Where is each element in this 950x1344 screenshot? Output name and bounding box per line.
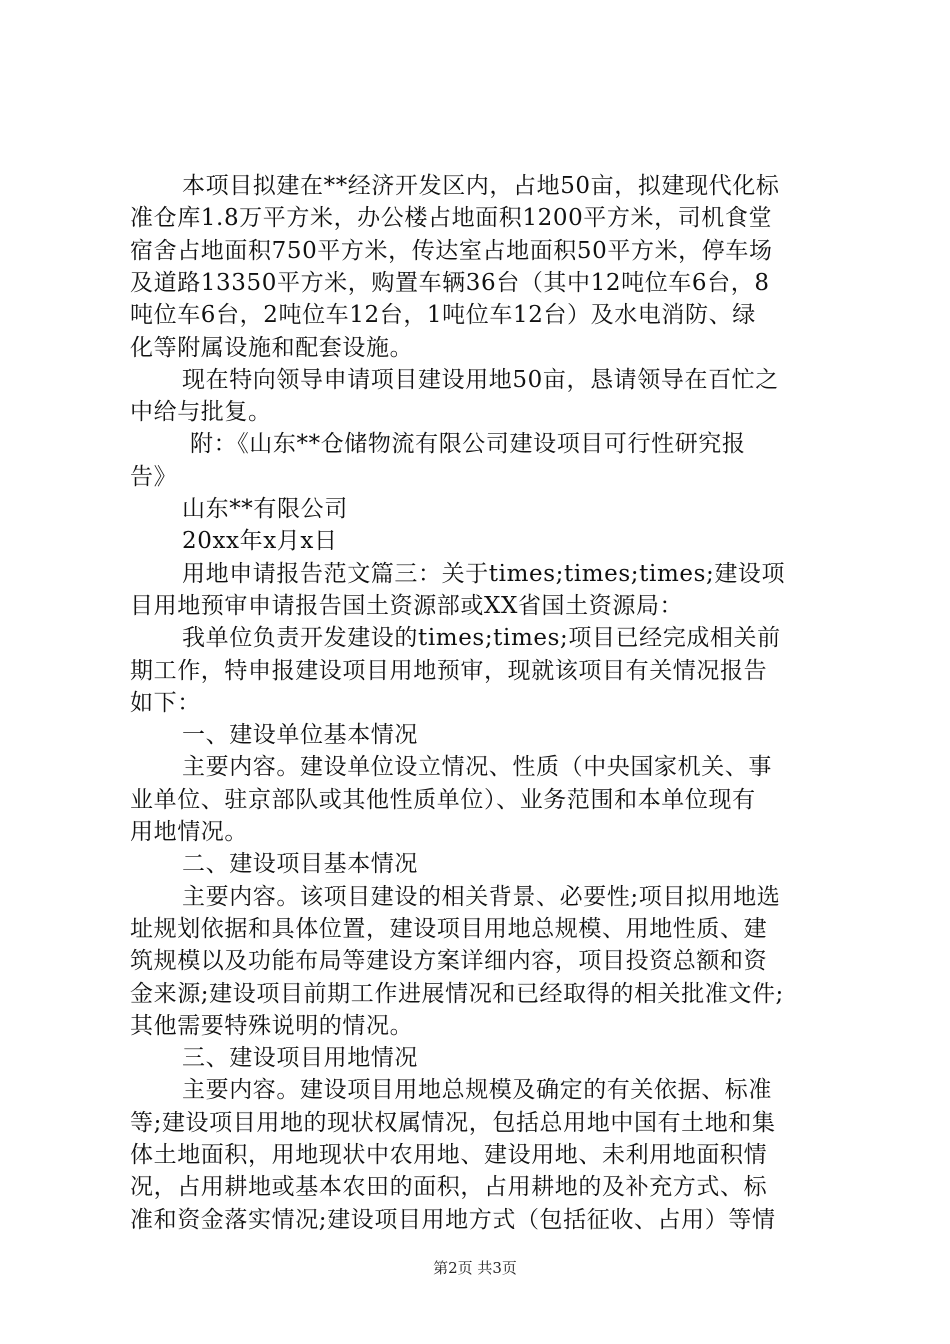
text-line: 金来源;建设项目前期工作进展情况和已经取得的相关批准文件;	[130, 980, 784, 1007]
text-line: 中给与批复。	[130, 399, 272, 426]
text-line: 况，占用耕地或基本农田的面积，占用耕地的及补充方式、标	[130, 1174, 768, 1201]
text-line: 附：《山东**仓储物流有限公司建设项目可行性研究报	[190, 431, 746, 458]
text-line: 等;建设项目用地的现状权属情况，包括总用地中国有土地和集	[130, 1109, 776, 1136]
text-line: 吨位车6台，2吨位车12台，1吨位车12台）及水电消防、绿	[130, 302, 756, 329]
text-line: 本项目拟建在**经济开发区内，占地50亩，拟建现代化标	[182, 173, 780, 199]
text-line: 我单位负责开发建设的times;times;项目已经完成相关前	[182, 625, 781, 652]
text-line: 宿舍占地面积750平方米，传达室占地面积50平方米，停车场	[130, 237, 773, 264]
text-line: 址规划依据和具体位置，建设项目用地总规模、用地性质、建	[130, 915, 768, 942]
text-line: 告》	[130, 463, 178, 490]
text-line: 体土地面积，用地现状中农用地、建设用地、未利用地面积情	[130, 1142, 768, 1168]
text-line: 主要内容。建设单位设立情况、性质（中央国家机关、事	[182, 754, 772, 781]
page-footer: 第2页 共3页	[433, 1259, 517, 1277]
text-line: 准和资金落实情况;建设项目用地方式（包括征收、占用）等情	[130, 1206, 776, 1233]
document-date: 20xx年x月x日	[182, 528, 338, 555]
text-line: 主要内容。该项目建设的相关背景、必要性;项目拟用地选	[182, 883, 781, 910]
text-line: 现在特向领导申请项目建设用地50亩，恳请领导在百忙之	[182, 366, 779, 393]
text-line: 及道路13350平方米，购置车辆36台（其中12吨位车6台，8	[130, 269, 770, 296]
section-heading: 二、建设项目基本情况	[182, 851, 418, 878]
text-line: 准仓库1.8万平方米，办公楼占地面积1200平方米，司机食堂	[130, 205, 773, 232]
text-line: 化等附属设施和配套设施。	[130, 334, 414, 361]
text-line: 筑规模以及功能布局等建设方案详细内容，项目投资总额和资	[130, 948, 768, 975]
company-name: 山东**有限公司	[182, 496, 348, 522]
text-line: 业单位、驻京部队或其他性质单位）、业务范围和本单位现有	[130, 786, 756, 813]
section-heading: 三、建设项目用地情况	[182, 1045, 418, 1072]
section-heading: 一、建设单位基本情况	[182, 722, 418, 749]
text-line: 期工作，特申报建设项目用地预审，现就该项目有关情况报告	[130, 657, 768, 684]
text-line: 主要内容。建设项目用地总规模及确定的有关依据、标准	[182, 1077, 772, 1104]
text-line: 用地情况。	[130, 819, 248, 845]
text-line: 用地申请报告范文篇三：关于times;times;times;建设项	[182, 560, 786, 587]
text-line: 目用地预审申请报告国土资源部或XX省国土资源局：	[130, 592, 684, 619]
text-line: 其他需要特殊说明的情况。	[130, 1012, 414, 1039]
text-line: 如下：	[130, 689, 201, 716]
